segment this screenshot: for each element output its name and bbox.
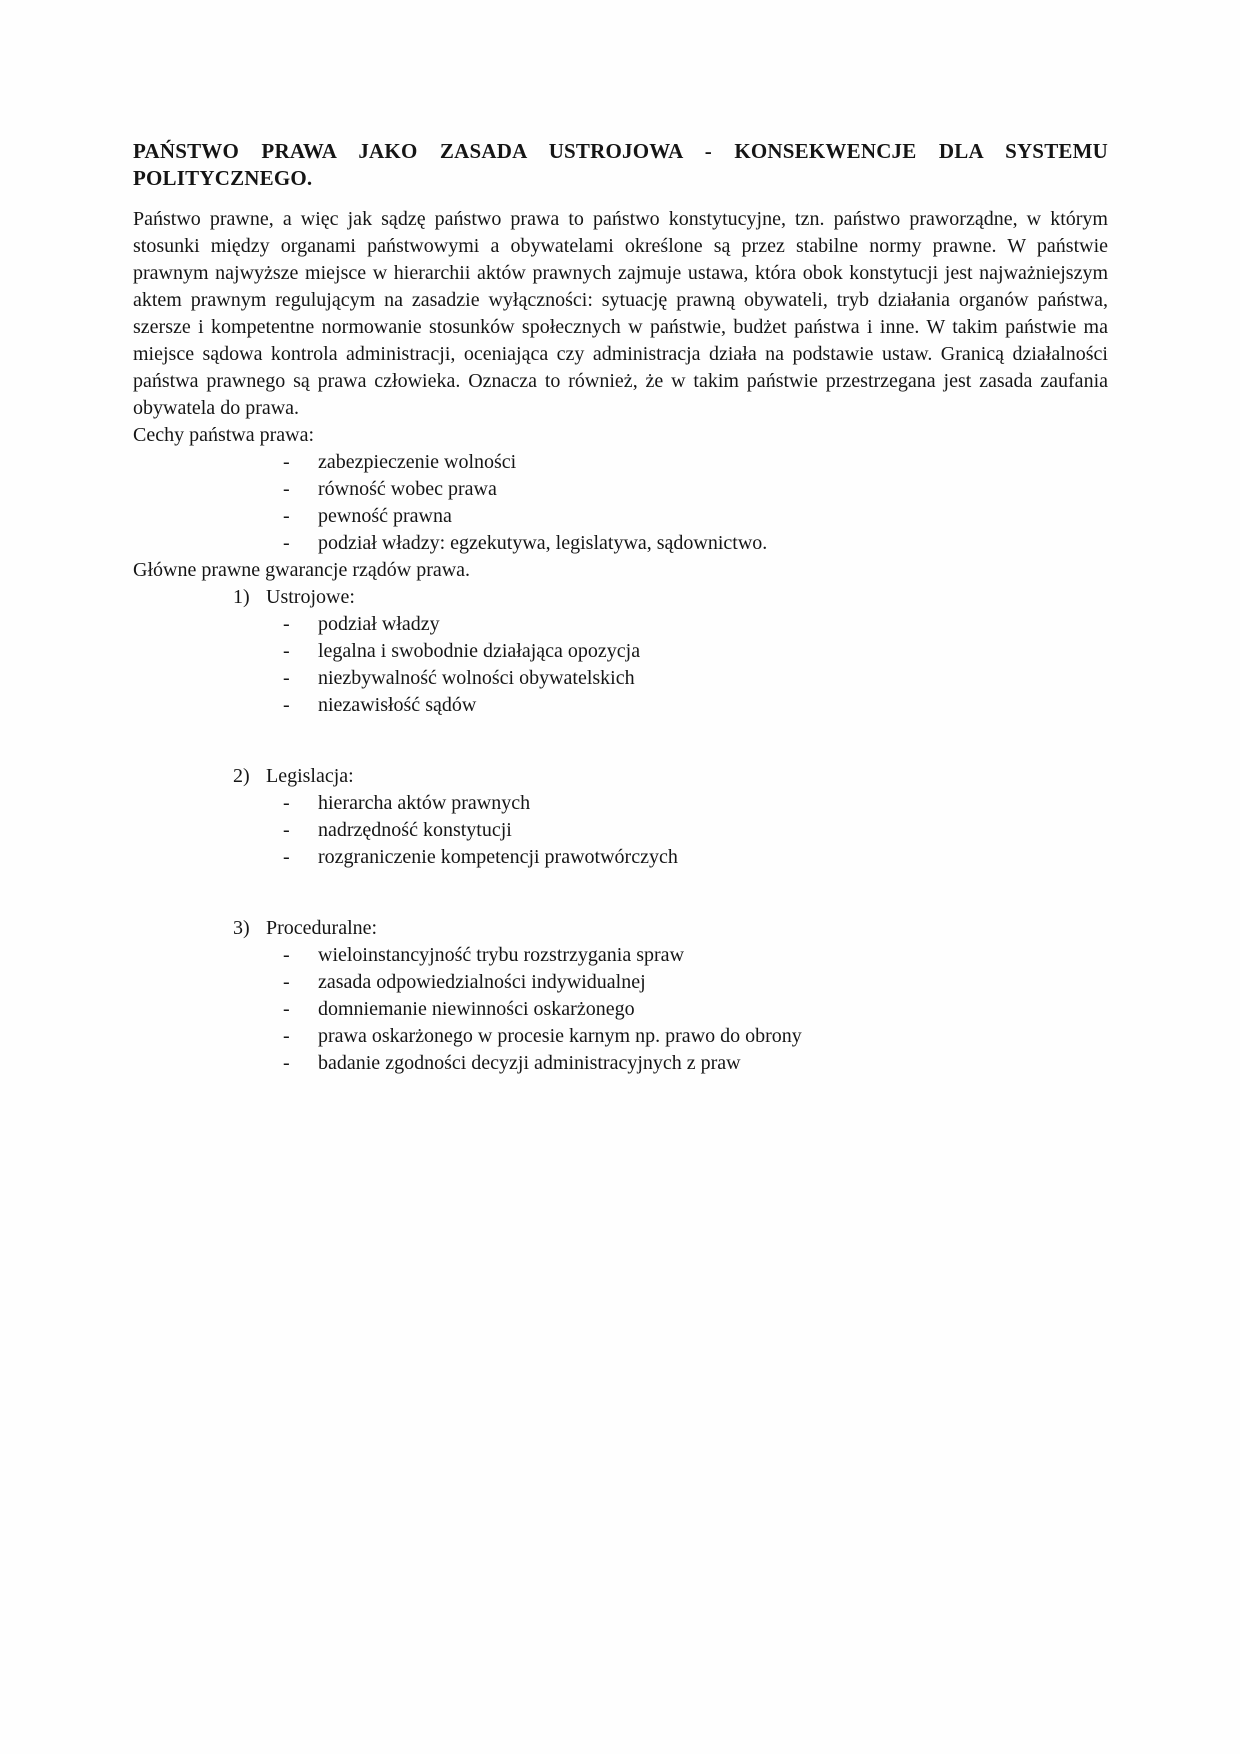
features-heading: Cechy państwa prawa:: [133, 424, 315, 446]
list-item: [133, 1050, 1108, 1077]
list-item-text: niezbywalność wolności obywatelskich: [318, 667, 635, 689]
intro-paragraph: Państwo prawne, a więc jak sądzę państwo prawa to państwo konstytucyjne, tzn. państwo praworządne, w którym stosunki między organami państwowymi a obywatelami określone są przez stabilne normy prawne. W państwie prawnym najwyższe miejsce w hierarchii aktów prawnych zajmuje ustawa, która obok konstytucji jest najważniejszym aktem prawnym regulującym na zasadzie wyłączności: sytuację prawną obywateli, tryb działania organów państwa, szersze i kompetentne normowanie stosunków społecznych w państwie, budżet państwa i inne. W takim państwie ma miejsce sądowa kontrola administracji, oceniająca czy administracja działa na podstawie ustaw. Granicą działalności państwa prawnego są prawa człowieka. Oznacza to również, że w takim państwie przestrzegana jest zasada zaufania obywatela do prawa.: [133, 208, 1108, 419]
list-item: [133, 969, 1108, 996]
section-ustrojowe: [133, 584, 1108, 719]
section-label: Proceduralne:: [266, 917, 378, 939]
list-item-text: badanie zgodności decyzji administracyjnych z praw: [318, 1052, 741, 1074]
section-legislacja: [133, 763, 1108, 871]
section-heading: [133, 763, 1108, 790]
section-heading: [133, 915, 1108, 942]
list-item: [133, 996, 1108, 1023]
section-number: 3): [233, 917, 250, 939]
list-item: [133, 790, 1108, 817]
section-heading: [133, 584, 1108, 611]
list-item-text: zabezpieczenie wolności: [318, 451, 517, 473]
list-item: [133, 1023, 1108, 1050]
dash-bullet: -: [283, 944, 290, 966]
dash-bullet: -: [283, 846, 290, 868]
list-item: [133, 942, 1108, 969]
dash-bullet: -: [283, 819, 290, 841]
list-item-text: hierarcha aktów prawnych: [318, 792, 531, 814]
dash-bullet: -: [283, 613, 290, 635]
dash-bullet: -: [283, 971, 290, 993]
section-label: Legislacja:: [266, 765, 354, 787]
dash-bullet: -: [283, 451, 290, 473]
list-item: [133, 844, 1108, 871]
list-item-text: legalna i swobodnie działająca opozycja: [318, 640, 641, 662]
dash-bullet: -: [283, 640, 290, 662]
dash-bullet: -: [283, 478, 290, 500]
list-item: [133, 530, 1108, 557]
dash-bullet: -: [283, 998, 290, 1020]
list-item: [133, 817, 1108, 844]
list-item-text: rozgraniczenie kompetencji prawotwórczych: [318, 846, 678, 868]
dash-bullet: -: [283, 1025, 290, 1047]
dash-bullet: -: [283, 694, 290, 716]
list-item-text: nadrzędność konstytucji: [318, 819, 512, 841]
list-item: [133, 449, 1108, 476]
section-number: 1): [233, 586, 250, 608]
dash-bullet: -: [283, 1052, 290, 1074]
dash-bullet: -: [283, 667, 290, 689]
list-item: [133, 476, 1108, 503]
list-item-text: domniemanie niewinności oskarżonego: [318, 998, 635, 1020]
list-item-text: niezawisłość sądów: [318, 694, 477, 716]
section-number: 2): [233, 765, 250, 787]
list-item: [133, 503, 1108, 530]
list-item-text: podział władzy: [318, 613, 440, 635]
section-proceduralne: [133, 915, 1108, 1077]
document-title: PAŃSTWO PRAWA JAKO ZASADA USTROJOWA - KONSEKWENCJE DLA SYSTEMU POLITYCZNEGO.: [133, 139, 1108, 190]
list-item-text: pewność prawna: [318, 505, 452, 527]
list-item: [133, 692, 1108, 719]
list-item-text: prawa oskarżonego w procesie karnym np. prawo do obrony: [318, 1025, 802, 1047]
list-item: [133, 638, 1108, 665]
list-item: [133, 665, 1108, 692]
list-item-text: równość wobec prawa: [318, 478, 497, 500]
dash-bullet: -: [283, 505, 290, 527]
dash-bullet: -: [283, 532, 290, 554]
section-label: Ustrojowe:: [266, 586, 355, 608]
list-item-text: zasada odpowiedzialności indywidualnej: [318, 971, 646, 993]
list-item-text: wieloinstancyjność trybu rozstrzygania spraw: [318, 944, 685, 966]
list-item-text: podział władzy: egzekutywa, legislatywa, sądownictwo.: [318, 532, 768, 554]
list-item: [133, 611, 1108, 638]
dash-bullet: -: [283, 792, 290, 814]
guarantees-heading: Główne prawne gwarancje rządów prawa.: [133, 559, 471, 581]
